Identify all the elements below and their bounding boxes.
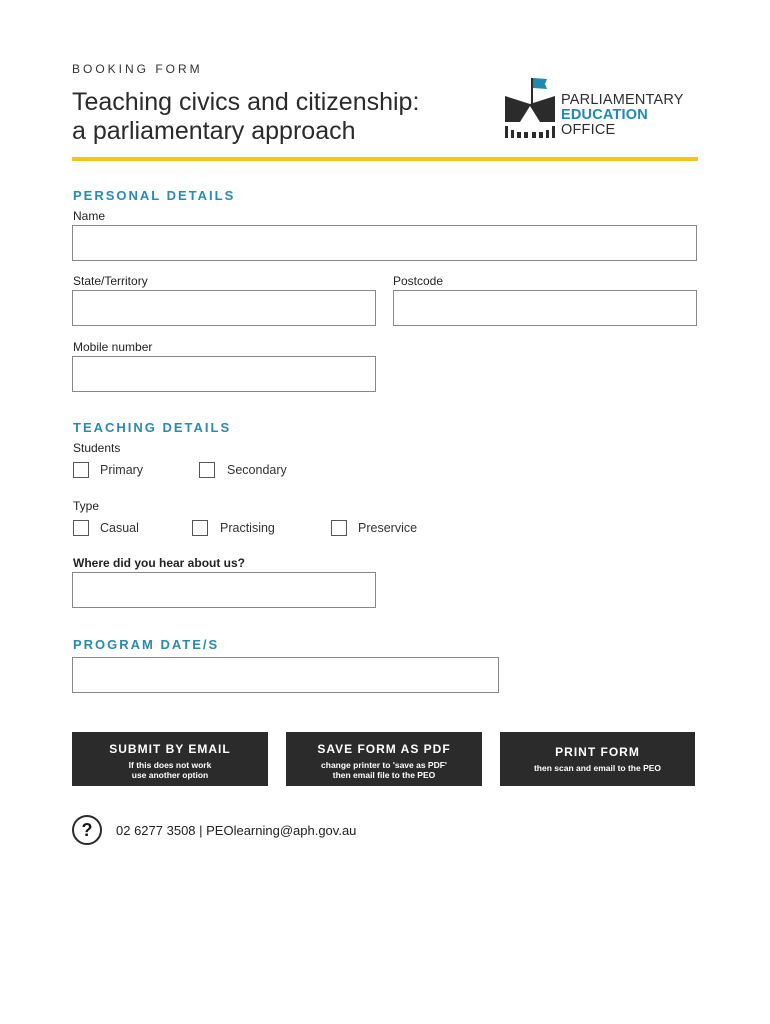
primary-checkbox[interactable] (73, 462, 89, 478)
hear-about-us-label: Where did you hear about us? (73, 556, 246, 570)
secondary-label: Secondary (227, 463, 287, 477)
print-button-note: then scan and email to the PEO (533, 763, 662, 773)
postcode-label: Postcode (393, 274, 444, 288)
page-title (72, 88, 492, 146)
state-label: State/Territory (73, 274, 148, 288)
practising-label: Practising (220, 521, 275, 535)
section-heading-personal: PERSONAL DETAILS (73, 188, 236, 203)
submit-by-email-button[interactable] (72, 732, 268, 786)
name-label: Name (73, 209, 106, 223)
secondary-checkbox[interactable] (199, 462, 215, 478)
contact-info (72, 815, 357, 847)
preservice-checkbox[interactable] (331, 520, 347, 536)
print-form-button[interactable] (500, 732, 695, 786)
peo-logo (503, 76, 703, 142)
submit-button-note-2: use another option (131, 770, 209, 780)
mobile-label: Mobile number (73, 340, 153, 354)
postcode-field[interactable] (393, 290, 697, 326)
contact-text: 02 6277 3508 | PEOlearning@aph.gov.au (116, 823, 357, 838)
parliament-house-icon (503, 76, 557, 140)
logo-wordmark (561, 93, 684, 138)
state-field[interactable] (72, 290, 376, 326)
form-eyebrow: BOOKING FORM (72, 62, 203, 76)
save-button-note-2: then email file to the PEO (332, 770, 436, 780)
save-button-note-1: change printer to 'save as PDF' (321, 760, 447, 770)
mobile-field[interactable] (72, 356, 376, 392)
print-button-title: PRINT FORM (555, 745, 640, 759)
submit-button-title: SUBMIT BY EMAIL (109, 742, 231, 756)
casual-label: Casual (100, 521, 139, 535)
practising-checkbox[interactable] (192, 520, 208, 536)
preservice-label: Preservice (358, 521, 418, 535)
hear-about-us-field[interactable] (72, 572, 376, 608)
save-button-title: SAVE FORM AS PDF (317, 742, 451, 756)
primary-label: Primary (100, 463, 144, 477)
section-heading-program: PROGRAM DATE/S (73, 637, 220, 652)
logo-line-2: EDUCATION (561, 107, 648, 123)
type-label: Type (73, 499, 100, 513)
save-as-pdf-button[interactable] (286, 732, 482, 786)
casual-checkbox[interactable] (73, 520, 89, 536)
title-line-2: a parliamentary approach (72, 117, 356, 145)
help-icon: ? (72, 815, 102, 845)
name-field[interactable] (72, 225, 697, 261)
section-heading-teaching: TEACHING DETAILS (73, 420, 232, 435)
title-line-1: Teaching civics and citizenship: (72, 88, 420, 116)
students-label: Students (73, 441, 121, 455)
submit-button-note-1: If this does not work (128, 760, 212, 770)
header-divider (72, 157, 698, 161)
program-dates-field[interactable] (72, 657, 499, 693)
logo-line-1: PARLIAMENTARY (561, 92, 684, 108)
logo-line-3: OFFICE (561, 122, 616, 138)
